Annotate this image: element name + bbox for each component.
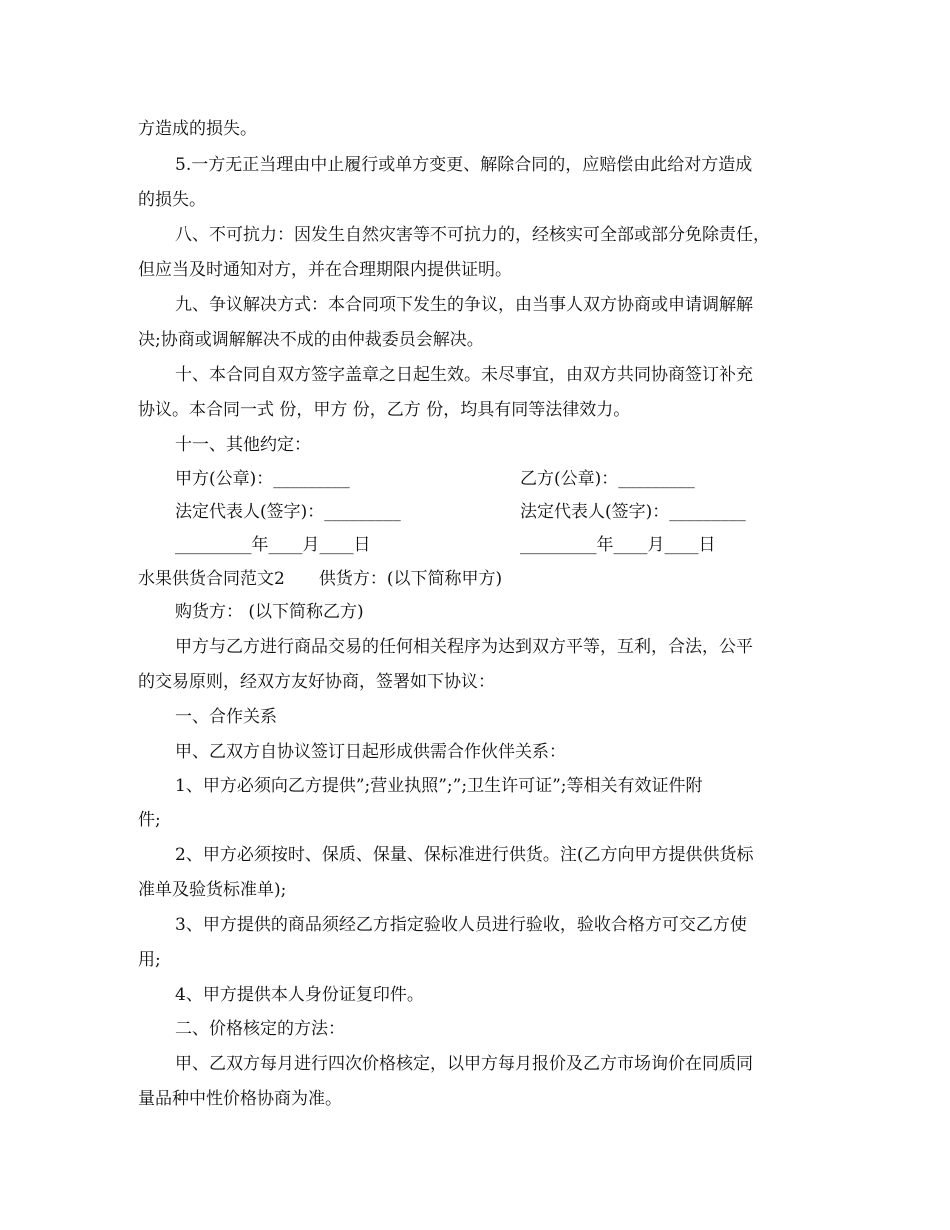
paragraph-line: 的交易原则，经双方友好协商，签署如下协议： [138,672,495,692]
paragraph-line: 十、本合同自双方签字盖章之日起生效。未尽事宜，由双方共同协商签订补充 [175,365,753,385]
document-title-line: 水果供货合同范文2 供货方：(以下简称甲方) [138,569,503,589]
paragraph-line: 甲、乙双方自协议签订日起形成供需合作伙伴关系： [175,742,566,762]
paragraph-line: 用; [138,950,161,970]
party-b-representative: 法定代表人(签字)：_________ [520,502,746,522]
paragraph-line: 量品种中性价格协商为准。 [138,1089,342,1109]
paragraph-line: 的损失。 [138,190,206,210]
party-a-representative: 法定代表人(签字)：_________ [175,502,401,522]
party-b-date: _________年____月____日 [520,535,716,555]
paragraph-line: 1、甲方必须向乙方提供”;营业执照”;”;卫生许可证”;等相关有效证件附 [175,776,703,796]
party-a-date: _________年____月____日 [175,535,371,555]
paragraph-line: 甲方与乙方进行商品交易的任何相关程序为达到双方平等，互利，合法，公平 [175,637,753,657]
paragraph-line: 件; [138,810,161,830]
paragraph-line: 购货方： (以下简称乙方) [175,602,364,622]
paragraph-line: 4、甲方提供本人身份证复印件。 [175,985,424,1005]
party-b-seal: 乙方(公章)：_________ [520,469,695,489]
signature-seal-row [175,467,350,491]
section-heading: 十一、其他约定： [175,435,311,455]
paragraph-line: 甲、乙双方每月进行四次价格核定，以甲方每月报价及乙方市场询价在同质同 [175,1054,753,1074]
paragraph-line: 协议。本合同一式 份，甲方 份，乙方 份，均具有同等法律效力。 [138,400,631,420]
paragraph-line: 九、争议解决方式：本合同项下发生的争议，由当事人双方协商或申请调解解 [175,295,753,315]
paragraph-line: 准单及验货标准单); [138,880,287,900]
paragraph-line: 决;协商或调解解决不成的由仲裁委员会解决。 [138,330,484,350]
paragraph-line: 3、甲方提供的商品须经乙方指定验收人员进行验收，验收合格方可交乙方使 [175,915,747,935]
section-heading: 一、合作关系 [175,707,277,727]
section-heading: 二、价格核定的方法： [175,1019,345,1039]
party-a-seal: 甲方(公章)：_________ [175,469,350,489]
paragraph-line: 八、不可抗力：因发生自然灾害等不可抗力的，经核实可全部或部分免除责任， [175,225,770,245]
paragraph-line: 方造成的损失。 [138,119,257,139]
paragraph-line: 2、甲方必须按时、保质、保量、保标准进行供货。注(乙方向甲方提供供货标 [175,845,754,865]
paragraph-line: 但应当及时通知对方，并在合理期限内提供证明。 [138,260,512,280]
paragraph-line: 5.一方无正当理由中止履行或单方变更、解除合同的，应赔偿由此给对方造成 [175,155,753,175]
